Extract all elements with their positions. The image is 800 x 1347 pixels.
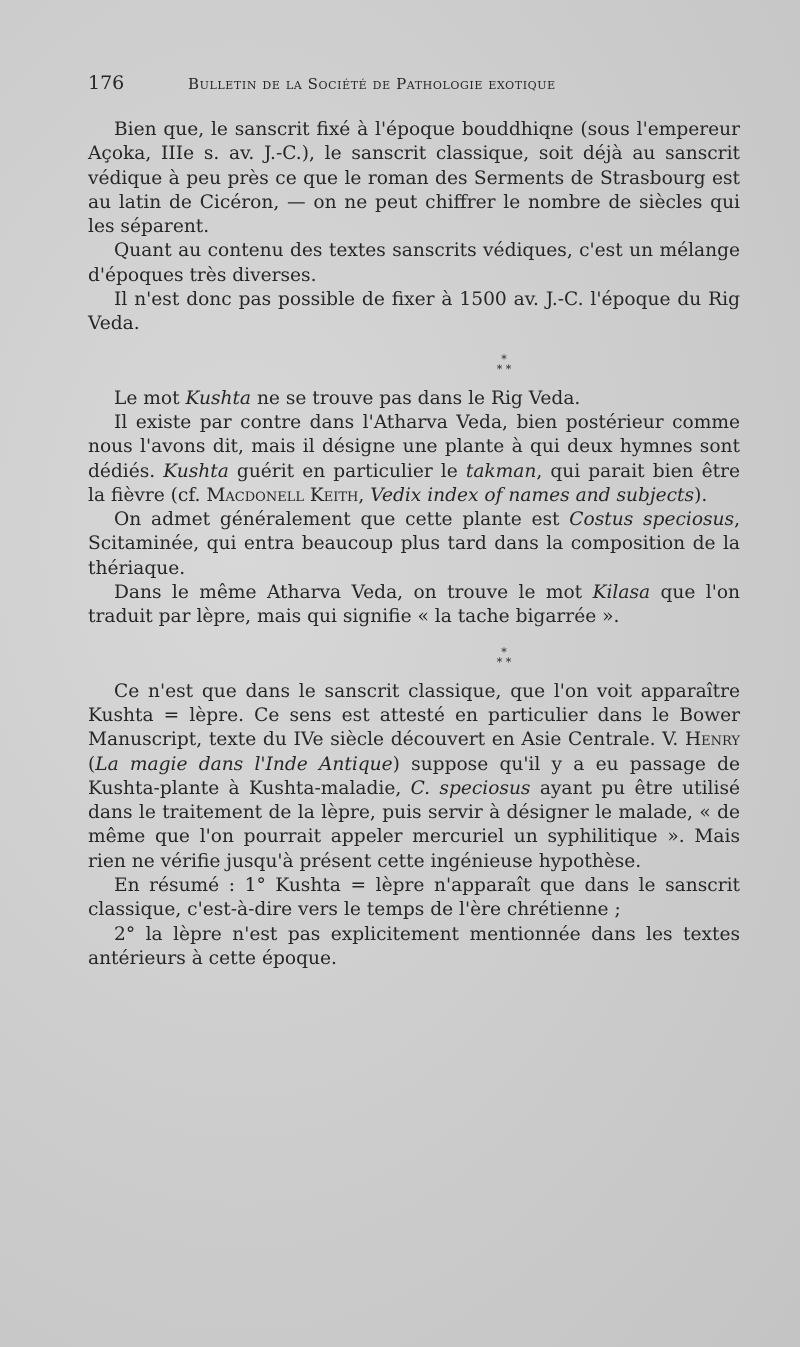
section-separator (88, 641, 740, 665)
paragraph: En résumé : 1° Kushta = lèpre n'apparaît que dans le sanscrit classique, c'est-à-dire vers le temps de l'ère chrétienne ; (88, 875, 740, 921)
body-text (88, 118, 740, 971)
paragraph: Quant au contenu des textes sanscrits védiques, c'est un mélange d'époques très diverses. (88, 240, 740, 286)
paragraph: Dans le même Atharva Veda, on trouve le mot Kilasa que l'on traduit par lèpre, mais qui signifie « la tache bigarrée ». (88, 582, 740, 628)
paragraph: Ce n'est que dans le sanscrit classique, que l'on voit apparaître Kushta = lèpre. Ce sens est attesté en particulier dans le Bower Manuscript, texte du IVe siècle découvert en Asie Centrale. V. Henry (La magie dans l'Inde Antique) suppose qu'il y a eu passage de Kushta-plante à Kushta-maladie, C. speciosus ayant pu être utilisé dans le traitement de la lèpre, puis servir à désigner le malade, « de même que l'on pourrait appeler mercuriel un syphilitique ». Mais rien ne vérifie jusqu'à présent cette ingénieuse hypothèse. (88, 680, 740, 872)
paragraph: On admet généralement que cette plante est Costus speciosus, Scitaminée, qui entra beaucoup plus tard dans la composition de la thériaque. (88, 509, 740, 579)
page-number: 176 (88, 72, 125, 94)
section-separator (88, 348, 740, 372)
document-page (88, 72, 740, 971)
paragraph: 2° la lèpre n'est pas explicitement mentionnée dans les textes antérieurs à cette époque. (88, 923, 740, 969)
page-header (88, 72, 740, 106)
paragraph: Il existe par contre dans l'Atharva Veda, bien postérieur comme nous l'avons dit, mais il désigne une plante à qui deux hymnes sont dédiés. Kushta guérit en particulier le takman, qui parait bien être la fièvre (cf. Macdonell Keith, Vedix index of names and subjects). (88, 411, 741, 506)
running-title: Bulletin de la Société de Pathologie exotique (188, 75, 556, 93)
paragraph: Il n'est donc pas possible de fixer à 1500 av. J.-C. l'époque du Rig Veda. (88, 289, 740, 335)
asterism: ⁎ ⁎ ⁎ (496, 641, 512, 665)
paragraph: Le mot Kushta ne se trouve pas dans le Rig Veda. (114, 387, 581, 409)
asterism: ⁎ ⁎ ⁎ (496, 348, 512, 372)
paragraph: Bien que, le sanscrit fixé à l'époque bouddhiqne (sous l'empereur Açoka, IIIe s. av. J.-C.), le sanscrit classique, soit déjà au sanscrit védique à peu près ce que le roman des Serments de Strasbourg est au latin de Cicéron, — on ne peut chiffrer le nombre de siècles qui les séparent. (88, 119, 740, 238)
